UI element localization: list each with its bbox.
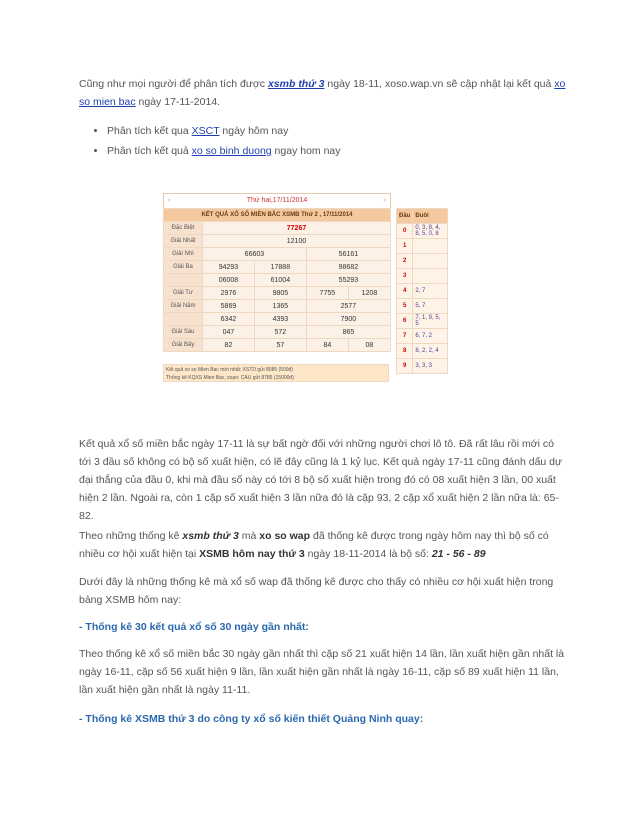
loto-row xyxy=(397,284,448,299)
head-digit: 9 xyxy=(397,359,413,374)
result-row xyxy=(164,274,391,287)
prize-number: 84 xyxy=(306,339,348,352)
tail-digits: 6, 7, 2 xyxy=(413,329,448,344)
prize-label xyxy=(164,274,203,287)
xo-so-binh-duong-link[interactable]: xo so binh duong xyxy=(191,145,272,157)
prize-number: 1208 xyxy=(348,287,390,300)
head-digit: 7 xyxy=(397,329,413,344)
intro-text-2: ngày 18-11, xoso.wap.vn sẽ cập nhật lại kết quả xyxy=(324,78,555,90)
prize-number: 56161 xyxy=(306,248,390,261)
prize-number: 865 xyxy=(306,326,390,339)
note-line: Kết quả xo so Mien Bac mới nhất: XSTD gửi 8085 (500đ) xyxy=(166,367,293,373)
list-item-text: Phân tích kết qua xyxy=(107,125,192,137)
prize-label: Giải Sáu xyxy=(164,326,203,339)
head-digit: 0 xyxy=(397,224,413,239)
result-row xyxy=(164,339,391,352)
prize-label: Giải Nhất xyxy=(164,235,203,248)
head-digit: 6 xyxy=(397,314,413,329)
prize-number: 5869 xyxy=(203,300,255,313)
intro-text-3: ngày 17-11-2014. xyxy=(135,96,221,108)
prize-number: 61004 xyxy=(254,274,306,287)
list-item xyxy=(107,121,341,141)
prize-label: Giải Nhì xyxy=(164,248,203,261)
prize-number: 08 xyxy=(348,339,390,352)
prize-number: 572 xyxy=(254,326,306,339)
tail-digits: 7, 1, 9, 5, 5 xyxy=(413,314,448,329)
text: Theo những thống kê xyxy=(79,530,183,542)
tail-digits xyxy=(413,239,448,254)
xsct-link[interactable]: XSCT xyxy=(191,125,220,137)
result-row xyxy=(164,222,391,235)
result-row xyxy=(164,248,391,261)
prize-number: 98682 xyxy=(306,261,390,274)
tail-digits xyxy=(413,254,448,269)
prize-number: 4393 xyxy=(254,313,306,326)
list-item-text: ngay hom nay xyxy=(271,145,341,157)
prize-number: 047 xyxy=(203,326,255,339)
loto-row xyxy=(397,359,448,374)
note-line: Thống kê KQXS Mien Bac, soạn: CAU gửi 8785 (15000đ) xyxy=(166,375,294,381)
result-row xyxy=(164,313,391,326)
head-digit: 5 xyxy=(397,299,413,314)
prize-number: 94293 xyxy=(203,261,255,274)
analysis-paragraph: Kết quả xổ số miền bắc ngày 17-11 là sự bất ngờ đối với những người chơi lô tô. Đã rất lâu rồi mới có tới 3 đầu số không có bộ số xuất hiện, có lẽ đây cũng là 1 kỷ lục. Kết quả ngày 17-11 cũng đánh dấu dự đại thắng của đầu 0, khi mà đầu số này có tới 8 bộ số xuất hiện trong đó có 08 xuất hiện 3 lần, 00 xuất hiện 2 lần. Ngoài ra, còn 1 cặp số xuất hiện 3 lần nữa đó là cặp 93, 2 cặp xổ xuất hiện 2 lần nữa là: 65-82. xyxy=(79,438,563,522)
prize-number: 12100 xyxy=(203,235,391,248)
prize-number: 1365 xyxy=(254,300,306,313)
prize-number: 7900 xyxy=(306,313,390,326)
intro-text-1: Cũng như mọi người để phân tích được xyxy=(79,78,268,90)
prize-label: Giải Bảy xyxy=(164,339,203,352)
list-item xyxy=(107,141,341,161)
result-table xyxy=(163,208,391,352)
prize-number: 9805 xyxy=(254,287,306,300)
bold-text: xo so wap xyxy=(259,530,311,542)
prize-number: 77267 xyxy=(203,222,391,235)
analysis-links-list xyxy=(79,121,341,161)
loto-row xyxy=(397,329,448,344)
prev-arrow-icon: ‹ xyxy=(168,197,171,204)
prize-number: 66603 xyxy=(203,248,307,261)
result-date: Thứ hai,17/11/2014 xyxy=(246,197,308,204)
prize-number: 57 xyxy=(254,339,306,352)
lottery-result-image xyxy=(163,193,446,398)
text: mà xyxy=(238,530,260,542)
tail-column-header: Đuôi xyxy=(413,209,448,224)
head-column-header: Đầu xyxy=(397,209,413,224)
tail-digits xyxy=(413,269,448,284)
bold-text: xsmb thứ 3 xyxy=(182,530,239,542)
tail-digits: 2, 7 xyxy=(413,284,448,299)
prize-number: 17888 xyxy=(254,261,306,274)
prize-number: 6342 xyxy=(203,313,255,326)
prize-number: 82 xyxy=(203,339,255,352)
intro-paragraph xyxy=(79,75,569,111)
prize-number: 55293 xyxy=(306,274,390,287)
loto-head-tail-table xyxy=(396,208,448,374)
tail-digits: 0, 3, 8, 4, 8, 5, 0, 8 xyxy=(413,224,448,239)
bold-text: XSMB hôm nay thứ 3 xyxy=(199,548,305,560)
loto-row xyxy=(397,254,448,269)
result-row xyxy=(164,261,391,274)
prize-number: 7755 xyxy=(306,287,348,300)
head-digit: 8 xyxy=(397,344,413,359)
date-bar xyxy=(163,193,391,209)
loto-row xyxy=(397,239,448,254)
result-note xyxy=(163,364,389,382)
loto-row xyxy=(397,299,448,314)
loto-row xyxy=(397,344,448,359)
next-arrow-icon: › xyxy=(383,197,386,204)
prize-label xyxy=(164,313,203,326)
result-table-header: KẾT QUẢ XỔ SỐ MIỀN BẮC XSMB Thứ 2 , 17/11/2014 xyxy=(164,209,391,222)
prize-label: Giải Ba xyxy=(164,261,203,274)
prediction-paragraph xyxy=(79,527,569,563)
intro-stats-paragraph: Dưới đây là những thống kê mà xổ số wap đã thống kê được cho thấy có nhiều cơ hội xuất hiện trong bảng XSMB hôm nay: xyxy=(79,576,554,606)
xo-so-mien-bac-link[interactable]: xo so mien bac xyxy=(79,78,566,108)
predicted-numbers: 21 - 56 - 89 xyxy=(431,548,486,560)
section-heading-quang-ninh: - Thống kê XSMB thứ 3 do công ty xổ số kiến thiết Quảng Ninh quay: xyxy=(79,713,424,725)
list-item-text: Phân tích kết quả xyxy=(107,145,192,157)
prize-label: Giải Năm xyxy=(164,300,203,313)
result-row xyxy=(164,287,391,300)
list-item-text: ngày hôm nay xyxy=(219,125,289,137)
tail-digits: 3, 3, 3 xyxy=(413,359,448,374)
loto-row xyxy=(397,314,448,329)
section-heading-30-days: - Thống kê 30 kết quả xổ số 30 ngày gần nhất: xyxy=(79,621,309,633)
head-digit: 3 xyxy=(397,269,413,284)
prize-number: 06008 xyxy=(203,274,255,287)
loto-row xyxy=(397,224,448,239)
stats-30-days-paragraph: Theo thống kê xổ số miền bắc 30 ngày gần nhất thì cặp số 21 xuất hiện 14 lần, lần xuất hiện gần nhất là ngày 16-11, cặp số 56 xuất hiện 9 lần, lần xuất hiện gần nhất là ngày 16-11, cặp số 89 xuất hiện 11 lần, lần xuất hiện gần nhất là ngày 11-11. xyxy=(79,648,565,696)
head-digit: 2 xyxy=(397,254,413,269)
xsmb-thu-3-link[interactable]: xsmb thứ 3 xyxy=(267,78,325,90)
text: đã thống kê được trong ngày hôm nay thì bộ số có nhiều cơ hội xuất hiện tại xyxy=(79,530,549,560)
text: ngày 18-11-2014 là bộ số: xyxy=(304,548,432,560)
head-digit: 4 xyxy=(397,284,413,299)
result-row xyxy=(164,300,391,313)
tail-digits: 5, 7 xyxy=(413,299,448,314)
tail-digits: 8, 2, 2, 4 xyxy=(413,344,448,359)
result-row xyxy=(164,235,391,248)
prize-number: 2976 xyxy=(203,287,255,300)
result-row xyxy=(164,326,391,339)
head-digit: 1 xyxy=(397,239,413,254)
prize-number: 2577 xyxy=(306,300,390,313)
loto-row xyxy=(397,269,448,284)
prize-label: Đặc Biệt xyxy=(164,222,203,235)
prize-label: Giải Tư xyxy=(164,287,203,300)
